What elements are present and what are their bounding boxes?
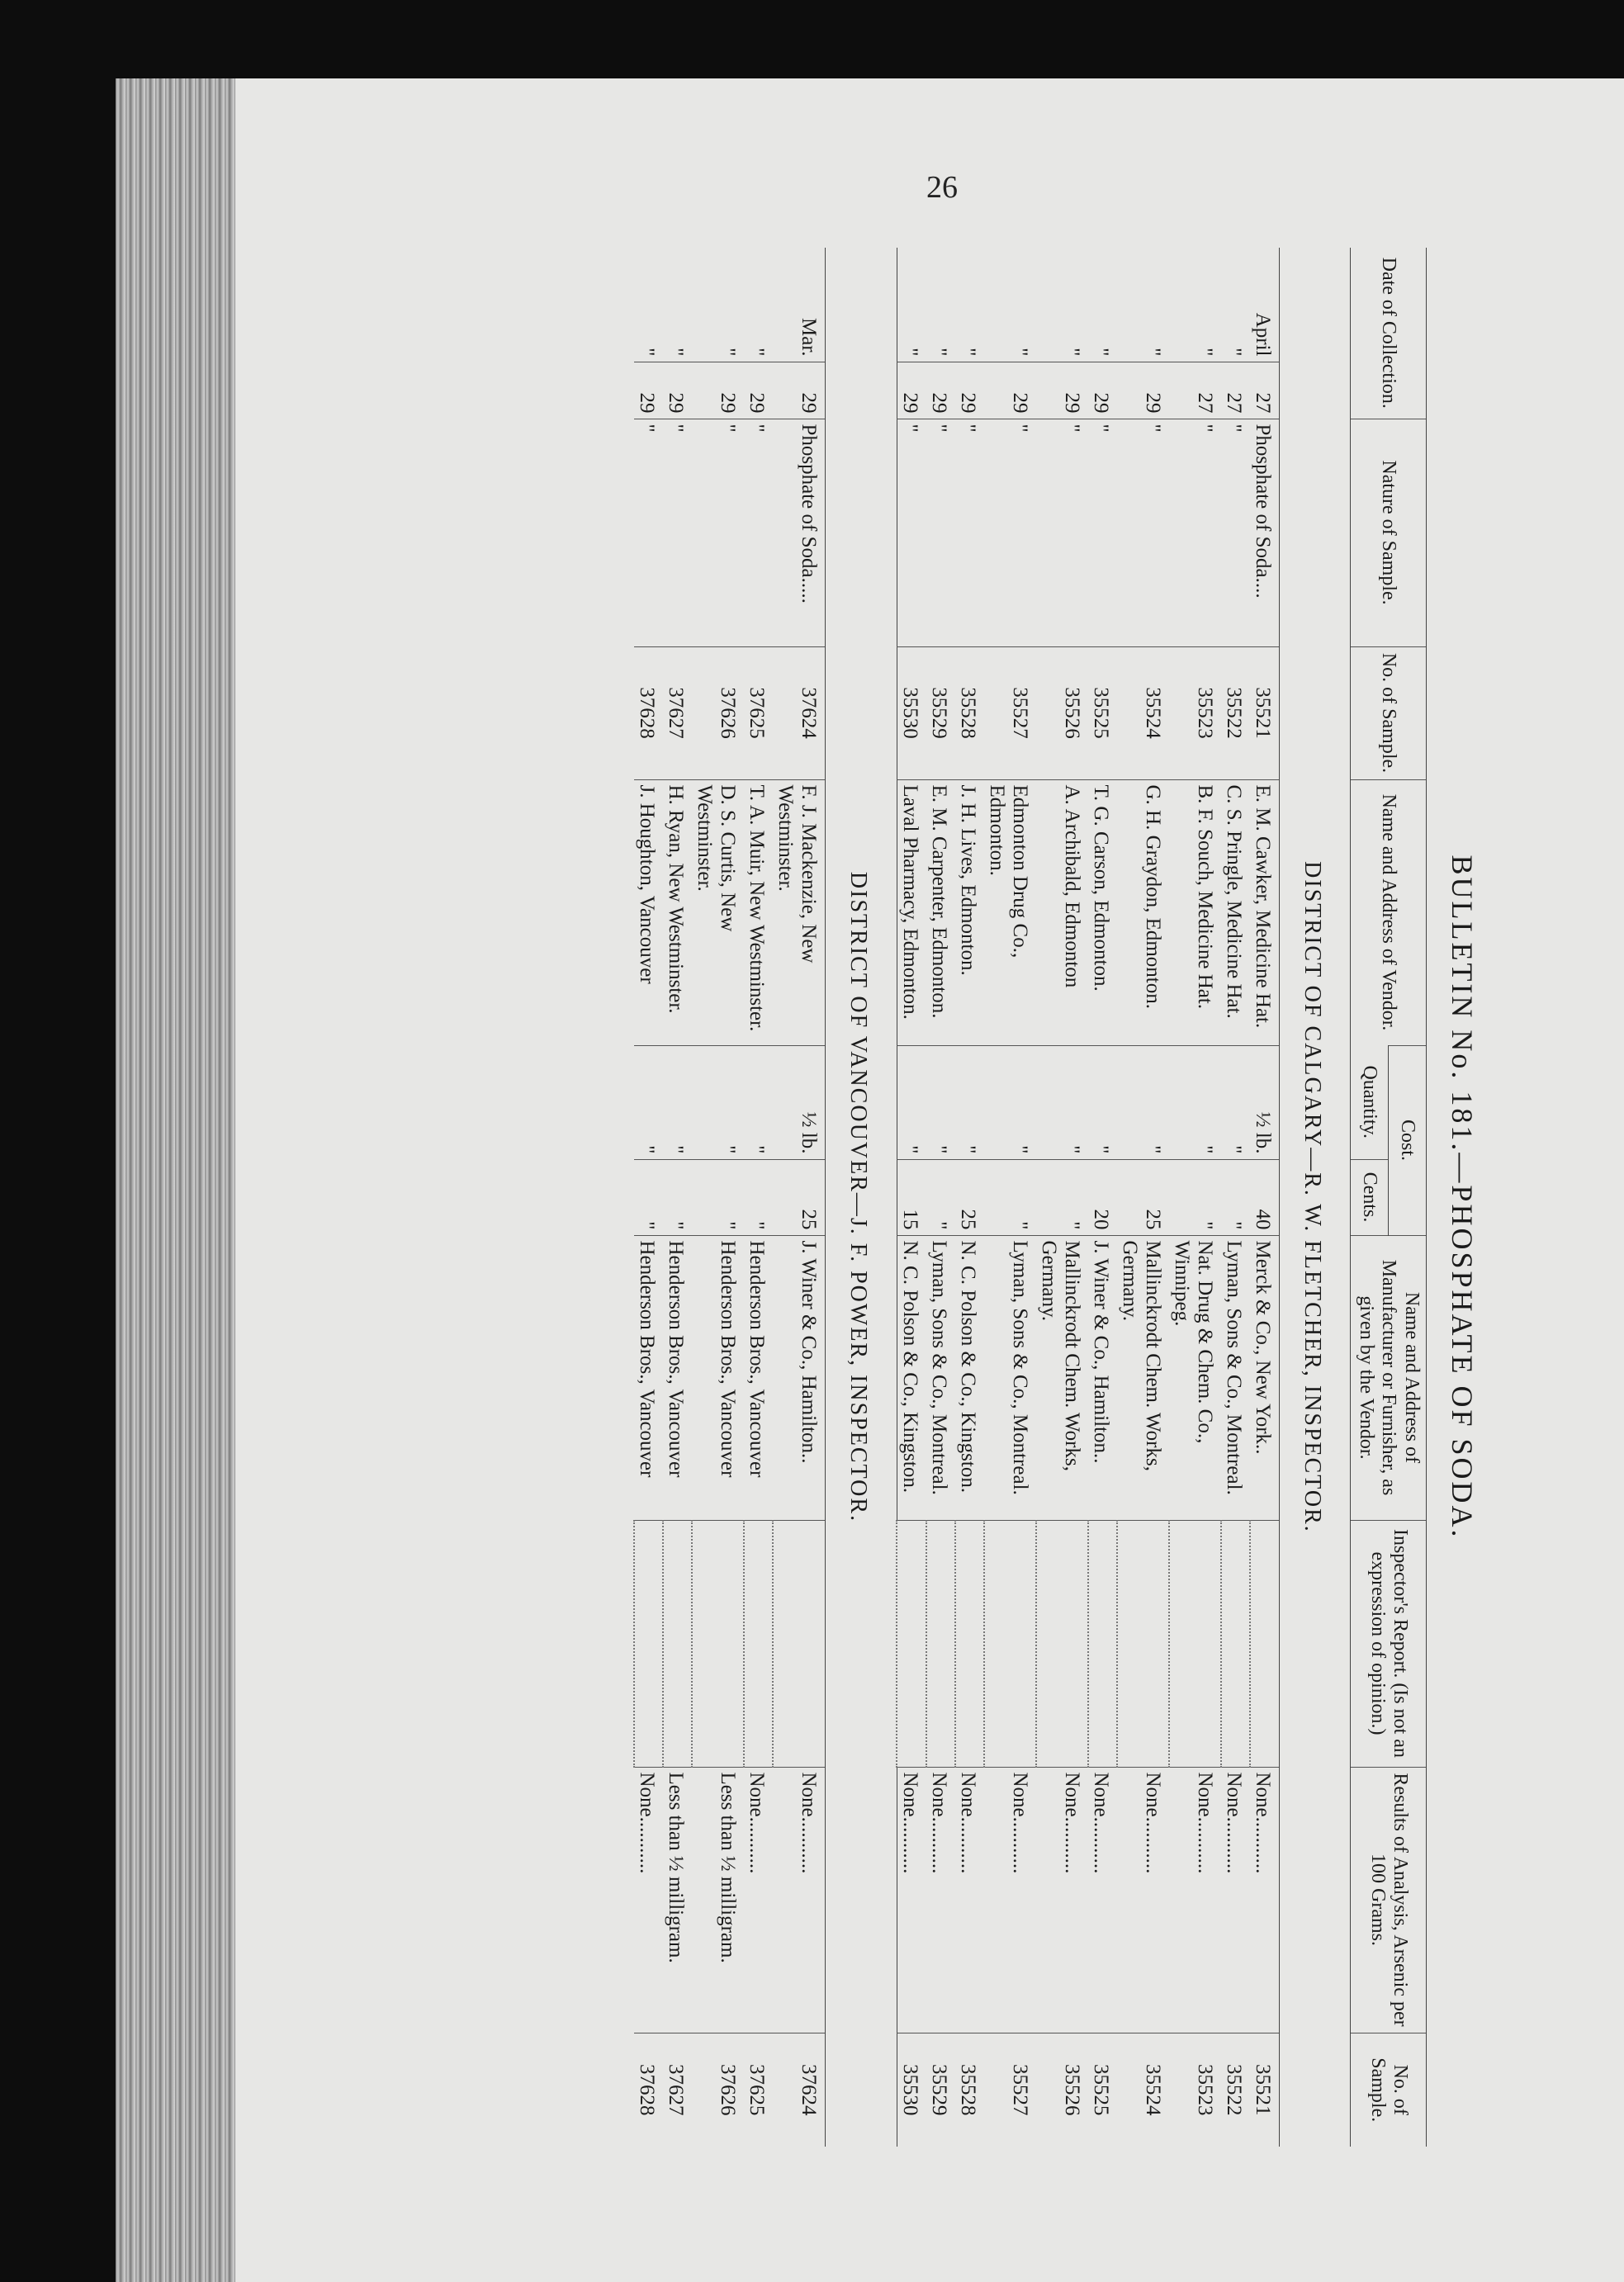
cell-sample-no-right: 37626 [692,2033,744,2147]
cell-inspector-report [1250,1520,1280,1767]
cell-nature: " [984,419,1036,646]
cell-result: None........... [897,1767,926,2033]
cell-cents: " [984,1159,1036,1235]
cell-date-month: Mar. [798,317,820,357]
header-sample-no-right: No. of Sample. [1351,2033,1427,2147]
cell-sample-no-right: 35524 [1117,2033,1169,2147]
cell-sample-no: 35522 [1221,646,1250,779]
cell-result: None........... [1169,1767,1221,2033]
cell-date-month: April [1251,312,1274,357]
cell-quantity: " [1117,1045,1169,1159]
table-row [1221,248,1250,2147]
cell-cents: " [1169,1159,1221,1235]
table-row [1036,248,1088,2147]
cell-result: None........... [1221,1767,1250,2033]
cell-sample-no-right: 35521 [1250,2033,1280,2147]
cell-inspector-report [1117,1520,1169,1767]
cell-date-day: 27 [1250,362,1280,419]
cell-nature: " [1169,419,1221,646]
cell-sample-no-right: 37624 [773,2033,826,2147]
table-row [926,248,955,2147]
cell-manufacturer: Henderson Bros., Vancouver [692,1235,744,1520]
table-row [1169,248,1221,2147]
cell-nature: " [1117,419,1169,646]
cell-cents: 15 [897,1159,926,1235]
cell-result: None........... [634,1767,663,2033]
cell-date-day: 29 [984,362,1036,419]
cell-date-month: " [1008,348,1031,357]
cell-sample-no: 35524 [1117,646,1169,779]
cell-sample-no-right: 37627 [663,2033,692,2147]
cell-manufacturer: J. Winer & Co., Hamilton.. [1088,1235,1117,1520]
cell-date-month: " [1222,348,1245,357]
cell-sample-no: 35521 [1250,646,1280,779]
cell-date-month: " [665,348,687,357]
header-vendor: Name and Address of Vendor. [1351,779,1427,1045]
cell-manufacturer: Lyman, Sons & Co., Montreal. [926,1235,955,1520]
cell-vendor: E. M. Carpenter, Edmonton. [926,779,955,1045]
cell-cents: " [692,1159,744,1235]
cell-date-month: " [1060,348,1083,357]
rotated-table-region [396,248,1486,2147]
district-heading-row [1279,248,1350,2147]
table-row [897,248,926,2147]
cell-date-month: " [1141,348,1164,357]
cell-nature: " [663,419,692,646]
cell-manufacturer: N. C. Polson & Co., Kingston. [955,1235,984,1520]
cell-date-month: " [1193,348,1216,357]
cell-nature: Phosphate of Soda.... [1250,419,1280,646]
cell-manufacturer: Mallinckrodt Chem. Works, Germany. [1117,1235,1169,1520]
cell-vendor: T. A. Muir, New Westminster. [744,779,773,1045]
page-binding-edge [116,78,235,2282]
cell-vendor: G. H. Graydon, Edmonton. [1117,779,1169,1045]
cell-nature: " [744,419,773,646]
cell-nature: Phosphate of Soda..... [773,419,826,646]
cell-inspector-report [773,1520,826,1767]
cell-sample-no-right: 35522 [1221,2033,1250,2147]
cell-date-day: 29 [634,362,663,419]
cell-sample-no-right: 35525 [1088,2033,1117,2147]
cell-inspector-report [692,1520,744,1767]
cell-nature: " [692,419,744,646]
cell-sample-no: 37626 [692,646,744,779]
cell-quantity: " [897,1045,926,1159]
cell-sample-no-right: 35529 [926,2033,955,2147]
table-row [744,248,773,2147]
cell-inspector-report [926,1520,955,1767]
cell-vendor: F. J. Mackenzie, New Westminster. [773,779,826,1045]
table-body [634,248,1351,2147]
cell-cents: " [634,1159,663,1235]
cell-date-month: " [636,348,658,357]
cell-manufacturer: J. Winer & Co., Hamilton.. [773,1235,826,1520]
cell-quantity: " [663,1045,692,1159]
cell-date-month: " [717,348,739,357]
cell-manufacturer: Henderson Bros., Vancouver [663,1235,692,1520]
cell-result: None........... [1250,1767,1280,2033]
cell-quantity: " [1169,1045,1221,1159]
cell-cents: " [1036,1159,1088,1235]
cell-date-day: 29 [663,362,692,419]
cell-manufacturer: Henderson Bros., Vancouver [744,1235,773,1520]
cell-vendor: C. S. Pringle, Medicine Hat. [1221,779,1250,1045]
cell-sample-no: 35528 [955,646,984,779]
cell-date-day: 27 [1169,362,1221,419]
cell-inspector-report [1169,1520,1221,1767]
cell-manufacturer: Henderson Bros., Vancouver [634,1235,663,1520]
cell-quantity: ½ lb. [773,1045,826,1159]
cell-vendor: Edmonton Drug Co., Edmonton. [984,779,1036,1045]
table-row [773,248,826,2147]
cell-date-day: 29 [897,362,926,419]
cell-manufacturer: Mallinckrodt Chem. Works, Germany. [1036,1235,1088,1520]
table-row [1088,248,1117,2147]
cell-sample-no: 35529 [926,646,955,779]
cell-date-month: " [1089,348,1112,357]
table-row [663,248,692,2147]
header-quantity: Quantity. [1351,1045,1389,1159]
district-heading: DISTRICT OF VANCOUVER—J. F. POWER, INSPECTOR. [826,248,897,2147]
cell-inspector-report [744,1520,773,1767]
cell-cents: " [1221,1159,1250,1235]
cell-sample-no: 37628 [634,646,663,779]
cell-date-day: 29 [955,362,984,419]
header-results: Results of Analysis, Arsenic per 100 Grams. [1351,1767,1427,2033]
district-heading-row [826,248,897,2147]
cell-cents: " [663,1159,692,1235]
cell-nature: " [926,419,955,646]
cell-date-month: " [927,348,950,357]
cell-quantity: " [955,1045,984,1159]
table-row [1117,248,1169,2147]
cell-sample-no-right: 35523 [1169,2033,1221,2147]
page-number: 26 [926,170,958,205]
cell-quantity: " [926,1045,955,1159]
cell-sample-no: 35527 [984,646,1036,779]
header-inspector-report: Inspector's Report. (Is not an expression of opinion.) [1351,1520,1427,1767]
cell-vendor: J. H. Lives, Edmonton. [955,779,984,1045]
cell-date-day: 27 [1221,362,1250,419]
cell-date-month: " [956,348,979,357]
cell-nature: " [634,419,663,646]
cell-result: None........... [926,1767,955,2033]
cell-sample-no: 35523 [1169,646,1221,779]
cell-date-month: " [746,348,768,357]
cell-inspector-report [897,1520,926,1767]
cell-vendor: D. S. Curtis, New Westminster. [692,779,744,1045]
cell-inspector-report [634,1520,663,1767]
cell-date-month: " [898,348,921,357]
cell-vendor: Laval Pharmacy, Edmonton. [897,779,926,1045]
cell-sample-no-right: 35528 [955,2033,984,2147]
cell-quantity: " [984,1045,1036,1159]
cell-result: Less than ½ milligram. [663,1767,692,2033]
cell-manufacturer: N. C. Polson & Co., Kingston. [897,1235,926,1520]
cell-quantity: " [1221,1045,1250,1159]
cell-cents: 40 [1250,1159,1280,1235]
cell-quantity: " [692,1045,744,1159]
table-row [984,248,1036,2147]
header-cents: Cents. [1351,1159,1389,1235]
district-heading: DISTRICT OF CALGARY—R. W. FLETCHER, INSPECTOR. [1279,248,1350,2147]
cell-date-day: 29 [773,362,826,419]
cell-date-day: 29 [1088,362,1117,419]
cell-inspector-report [1036,1520,1088,1767]
cell-result: None........... [744,1767,773,2033]
cell-sample-no-right: 35526 [1036,2033,1088,2147]
cell-sample-no: 35530 [897,646,926,779]
cell-result: None........... [984,1767,1036,2033]
cell-manufacturer: Lyman, Sons & Co., Montreal. [984,1235,1036,1520]
cell-nature: " [1088,419,1117,646]
cell-vendor: J. Houghton, Vancouver [634,779,663,1045]
table-row [634,248,663,2147]
cell-cents: 20 [1088,1159,1117,1235]
cell-quantity: " [1088,1045,1117,1159]
table-row [692,248,744,2147]
cell-cents: 25 [773,1159,826,1235]
cell-result: None........... [955,1767,984,2033]
cell-quantity: " [634,1045,663,1159]
cell-date-day: 29 [1117,362,1169,419]
cell-sample-no: 35525 [1088,646,1117,779]
cell-quantity: ½ lb. [1250,1045,1280,1159]
cell-sample-no: 37627 [663,646,692,779]
cell-inspector-report [1088,1520,1117,1767]
cell-result: Less than ½ milligram. [692,1767,744,2033]
cell-nature: " [1036,419,1088,646]
cell-inspector-report [1221,1520,1250,1767]
cell-vendor: T. G. Carson, Edmonton. [1088,779,1117,1045]
cell-vendor: A. Archibald, Edmonton [1036,779,1088,1045]
cell-result: None........... [1088,1767,1117,2033]
cell-nature: " [1221,419,1250,646]
cell-result: None........... [773,1767,826,2033]
header-sample-no: No. of Sample. [1351,646,1427,779]
cell-date-day: 29 [926,362,955,419]
cell-manufacturer: Lyman, Sons & Co., Montreal. [1221,1235,1250,1520]
cell-vendor: H. Ryan, New Westminster. [663,779,692,1045]
cell-inspector-report [955,1520,984,1767]
cell-sample-no-right: 35527 [984,2033,1036,2147]
cell-date-day: 29 [1036,362,1088,419]
cell-inspector-report [663,1520,692,1767]
cell-cents: " [744,1159,773,1235]
cell-sample-no: 37624 [773,646,826,779]
cell-cents: 25 [1117,1159,1169,1235]
cell-date-day: 29 [692,362,744,419]
cell-vendor: B. F. Souch, Medicine Hat. [1169,779,1221,1045]
header-manufacturer: Name and Address of Manufacturer or Furnisher, as given by the Vendor. [1351,1235,1427,1520]
cell-quantity: " [1036,1045,1088,1159]
cell-nature: " [955,419,984,646]
cell-cents: 25 [955,1159,984,1235]
cell-sample-no: 35526 [1036,646,1088,779]
cell-manufacturer: Nat. Drug & Chem. Co., Winnipeg. [1169,1235,1221,1520]
cell-manufacturer: Merck & Co., New York.. [1250,1235,1280,1520]
table-row [955,248,984,2147]
cell-vendor: E. M. Cawker, Medicine Hat. [1250,779,1280,1045]
cell-sample-no: 37625 [744,646,773,779]
cell-sample-no-right: 35530 [897,2033,926,2147]
cell-date-day: 29 [744,362,773,419]
cell-quantity: " [744,1045,773,1159]
sample-table [633,248,1427,2147]
cell-inspector-report [984,1520,1036,1767]
cell-sample-no-right: 37628 [634,2033,663,2147]
cell-nature: " [897,419,926,646]
cell-cents: " [926,1159,955,1235]
header-cost: Cost. [1389,1045,1427,1235]
cell-result: None........... [1036,1767,1088,2033]
table-row [1250,248,1280,2147]
cell-result: None........... [1117,1767,1169,2033]
cell-sample-no-right: 37625 [744,2033,773,2147]
header-nature: Nature of Sample. [1351,419,1427,646]
header-date: Date of Collection. [1351,248,1427,419]
page-title: BULLETIN No. 181.—PHOSPHATE OF SODA. [1446,855,1479,1540]
